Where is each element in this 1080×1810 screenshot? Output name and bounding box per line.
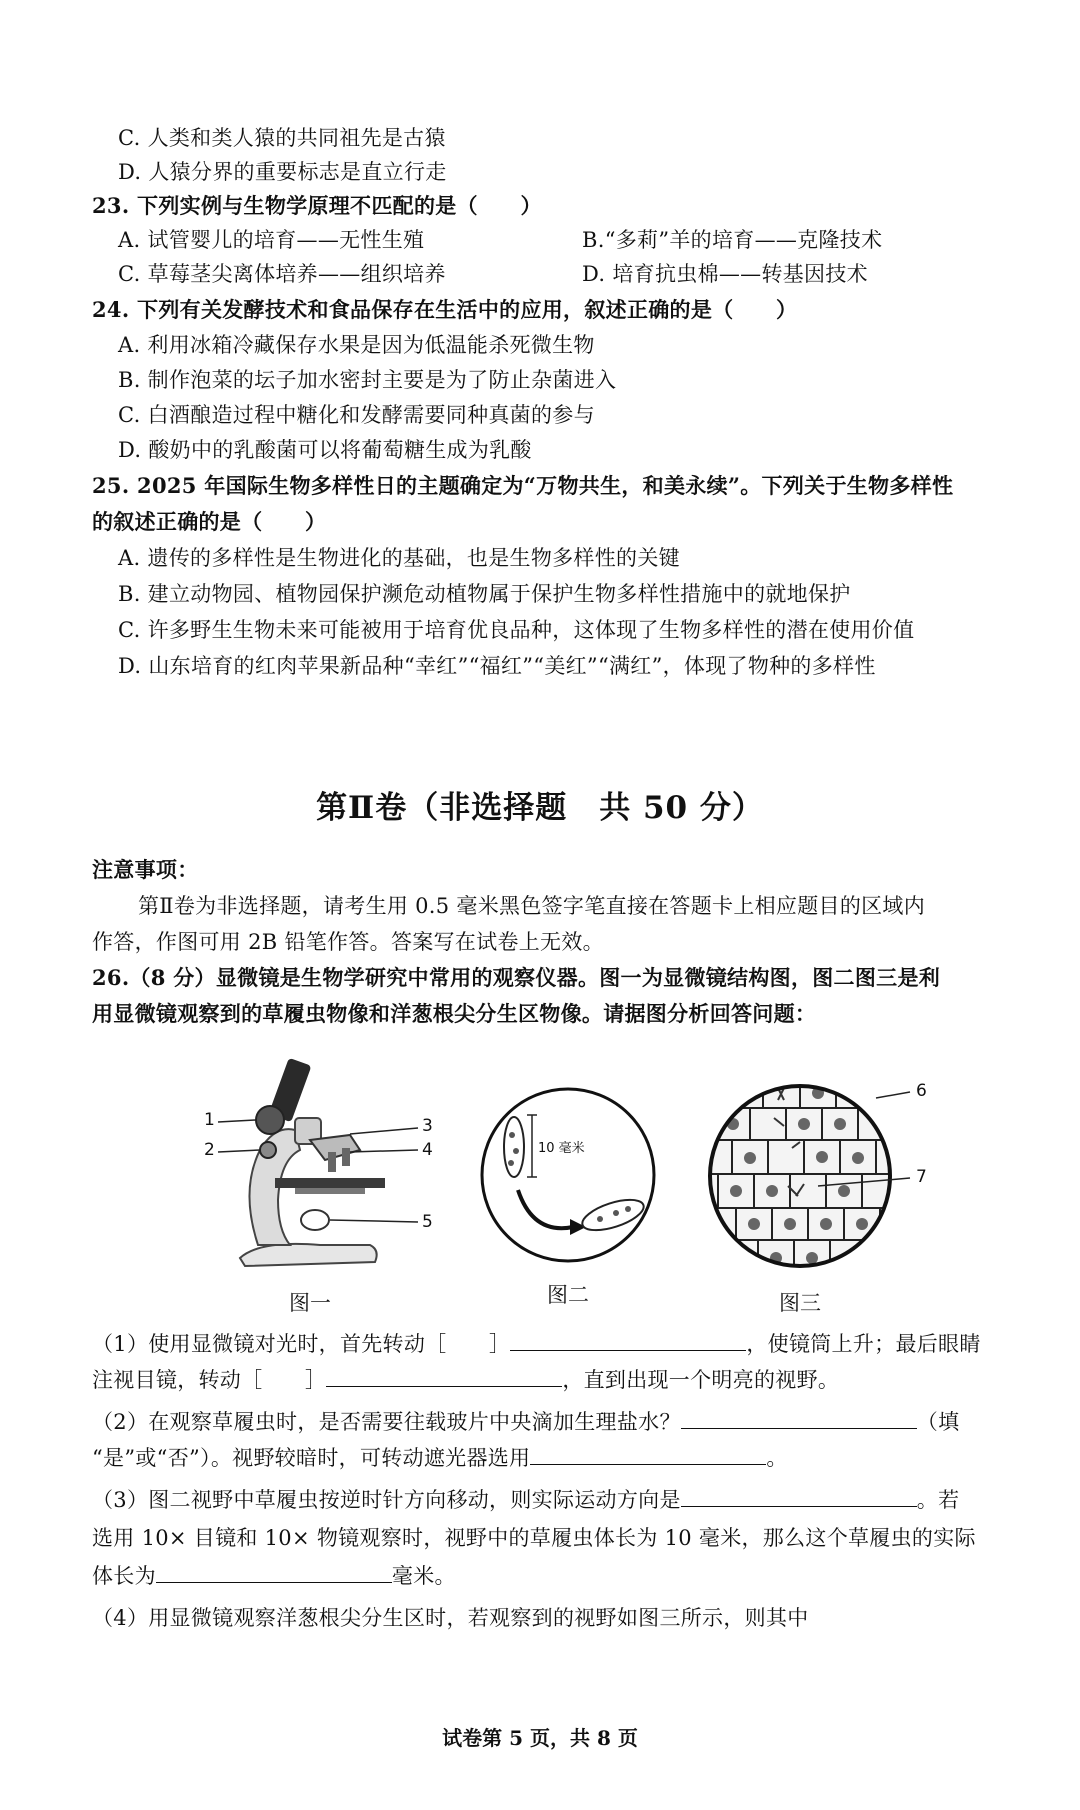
- q26-part3-text-a: （3）图二视野中草履虫按逆时针方向移动，则实际运动方向是: [92, 1488, 681, 1512]
- q25-option-a: A. 遗传的多样性是生物进化的基础，也是生物多样性的关键: [118, 546, 680, 570]
- notice-line-2: 作答，作图可用 2B 铅笔作答。答案写在试卷上无效。: [92, 930, 604, 954]
- q23-option-c: C. 草莓茎尖离体培养——组织培养: [118, 262, 446, 286]
- q26-part2-text-c: “是”或“否”）。视野较暗时，可转动遮光器选用: [92, 1446, 531, 1470]
- q26-part1-line1: [92, 1330, 981, 1358]
- q26-part2-text-d: 。: [766, 1446, 788, 1470]
- q25-stem-line2: 的叙述正确的是（ ）: [92, 509, 327, 534]
- q26-part1-text-a: （1）使用显微镜对光时，首先转动［ ］: [92, 1332, 511, 1356]
- q26-part3-line2: 选用 10× 目镜和 10× 物镜观察时，视野中的草履虫体长为 10 毫米，那么这个草履虫的实际: [92, 1526, 976, 1550]
- q25-option-b: B. 建立动物园、植物园保护濒危动植物属于保护生物多样性措施中的就地保护: [118, 582, 851, 606]
- q23-option-a: A. 试管婴儿的培育——无性生殖: [118, 228, 425, 252]
- fig3-label-7: 7: [916, 1167, 927, 1187]
- section-2-title: 第Ⅱ卷（非选择题 共 50 分）: [316, 790, 764, 826]
- q26-part2-line2: [92, 1444, 788, 1472]
- figure-1-microscope: [200, 1040, 440, 1280]
- fig3-caption: 图三: [779, 1291, 821, 1315]
- q26-part3-blank-2[interactable]: [156, 1562, 392, 1583]
- figure-2-paramecium: [478, 1085, 658, 1265]
- fig1-caption: 图一: [289, 1291, 331, 1315]
- q26-part1-text-d: ，直到出现一个明亮的视野。: [562, 1368, 840, 1392]
- q26-part2-blank-1[interactable]: [681, 1408, 917, 1429]
- figure-3-root-tip: [708, 1078, 938, 1278]
- q25-option-c: C. 许多野生生物未来可能被用于培育优良品种，这体现了生物多样性的潜在使用价值: [118, 618, 915, 642]
- root-tip-cells: [708, 1078, 938, 1278]
- fig1-label-1: 1: [204, 1110, 215, 1130]
- q24-option-d: D. 酸奶中的乳酸菌可以将葡萄糖生成为乳酸: [118, 438, 532, 462]
- q26-part2-line1: [92, 1408, 959, 1436]
- q26-part3-line3: [92, 1562, 456, 1590]
- fig1-label-5: 5: [422, 1212, 433, 1232]
- q26-part3-blank-1[interactable]: [681, 1486, 917, 1507]
- paramecium-field: [478, 1085, 658, 1265]
- q26-part2-text-a: （2）在观察草履虫时，是否需要往载玻片中央滴加生理盐水？: [92, 1410, 681, 1434]
- q26-part3-text-d: 体长为: [92, 1564, 156, 1588]
- microscope-diagram: [200, 1040, 440, 1280]
- q25-option-d: D. 山东培育的红肉苹果新品种“幸红”“福红”“美红”“满红”，体现了物种的多样性: [118, 654, 876, 678]
- q23-stem: 23. 下列实例与生物学原理不匹配的是（ ）: [92, 193, 542, 218]
- q26-part1-blank-2[interactable]: [326, 1366, 562, 1387]
- q24-option-a: A. 利用冰箱冷藏保存水果是因为低温能杀死微生物: [118, 333, 595, 357]
- q24-stem: 24. 下列有关发酵技术和食品保存在生活中的应用，叙述正确的是（ ）: [92, 297, 798, 322]
- page-footer: 试卷第 5 页，共 8 页: [442, 1726, 638, 1750]
- q26-part2-blank-2[interactable]: [530, 1444, 766, 1465]
- notice-line-1: 第Ⅱ卷为非选择题，请考生用 0.5 毫米黑色签字笔直接在答题卡上相应题目的区域内: [138, 894, 926, 918]
- q26-part1-text-c: 注视目镜，转动［ ］: [92, 1368, 327, 1392]
- q22-option-c: C. 人类和类人猿的共同祖先是古猿: [118, 126, 446, 150]
- q26-stem-line2: 用显微镜观察到的草履虫物像和洋葱根尖分生区物像。请据图分析回答问题：: [92, 1001, 817, 1026]
- q24-option-c: C. 白酒酿造过程中糖化和发酵需要同种真菌的参与: [118, 403, 595, 427]
- q26-part1-line2: [92, 1366, 839, 1394]
- q23-option-b: B.“多莉”羊的培育——克隆技术: [582, 228, 883, 252]
- fig1-label-4: 4: [422, 1140, 433, 1160]
- q26-part1-text-b: ，使镜筒上升；最后眼睛: [746, 1332, 981, 1356]
- fig2-scale-label: 10 毫米: [538, 1141, 585, 1156]
- notice-label: 注意事项：: [92, 857, 199, 882]
- fig1-label-3: 3: [422, 1116, 433, 1136]
- q22-option-d: D. 人猿分界的重要标志是直立行走: [118, 160, 447, 184]
- q26-part3-text-e: 毫米。: [391, 1564, 456, 1588]
- q24-option-b: B. 制作泡菜的坛子加水密封主要是为了防止杂菌进入: [118, 368, 617, 392]
- q26-part1-blank-1[interactable]: [510, 1330, 746, 1351]
- q26-stem-line1: 26.（8 分）显微镜是生物学研究中常用的观察仪器。图一为显微镜结构图，图二图三是利: [92, 965, 941, 990]
- q26-part4-line1: （4）用显微镜观察洋葱根尖分生区时，若观察到的视野如图三所示，则其中: [92, 1606, 809, 1630]
- q26-part3-text-b: 。若: [916, 1488, 960, 1512]
- fig1-label-2: 2: [204, 1140, 215, 1160]
- fig3-label-6: 6: [916, 1081, 927, 1101]
- q26-part2-text-b: （填: [916, 1410, 960, 1434]
- q25-stem-line1: 25. 2025 年国际生物多样性日的主题确定为“万物共生，和美永续”。下列关于生物多样性: [92, 473, 954, 498]
- fig2-caption: 图二: [547, 1283, 589, 1307]
- q26-part3-line1: [92, 1486, 959, 1514]
- q23-option-d: D. 培育抗虫棉——转基因技术: [582, 262, 868, 286]
